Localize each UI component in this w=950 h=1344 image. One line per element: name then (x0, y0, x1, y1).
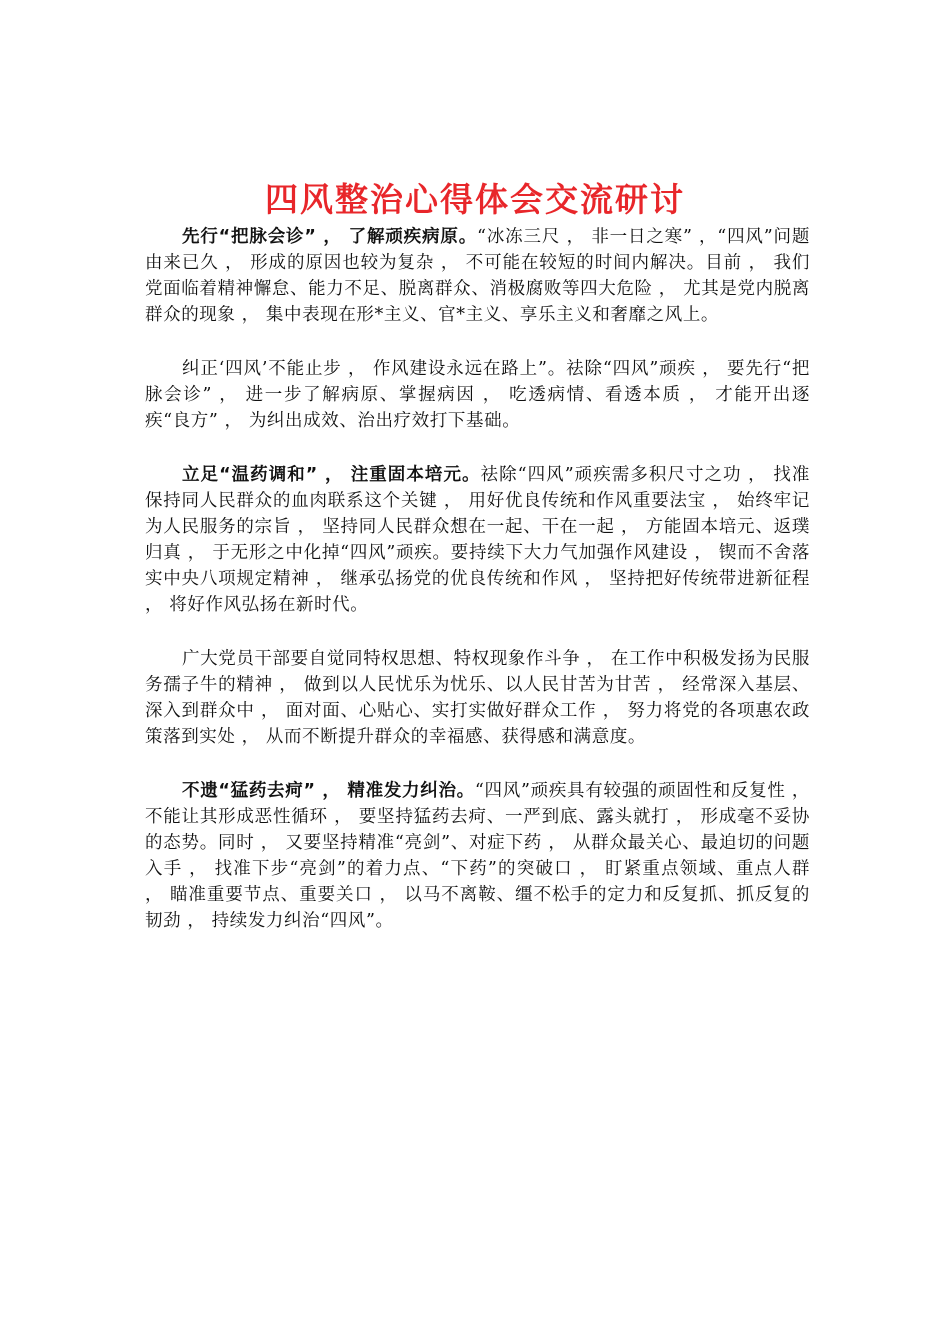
paragraph-5 (145, 778, 810, 934)
paragraph-2 (145, 356, 810, 434)
paragraph-1-lead: 先行“把脉会诊” ， 了解顽疾病原。 (182, 227, 478, 247)
document-body (145, 224, 810, 962)
paragraph-1-text: “冰冻三尺 ， 非一日之寒” ，“四风”问题由来已久 ， 形成的原因也较为复杂 ， 不可能在较短的时间内解决。目前 ， 我们党面临着精神懈怠、能力不足、脱离群众、消极腐败等四大危险 ， 尤其是党内脱离群众的现象 ， 集中表现在形*主义、官*主义、享乐主义和奢靡之风上。 (145, 227, 810, 325)
paragraph-3 (145, 462, 810, 618)
paragraph-5-lead: 不遗“猛药去疴” ， 精准发力纠治。 (182, 781, 475, 801)
paragraph-3-lead: 立足“温药调和” ， 注重固本培元。 (182, 465, 481, 485)
paragraph-2-text: 纠正‘四风’不能止步 ， 作风建设永远在路上”。祛除“四风”顽疾 ， 要先行“把脉会诊” ， 进一步了解病原、掌握病因 ， 吃透病情、看透本质 ， 才能开出逐疾“良方” ， 为纠出成效、治出疗效打下基础。 (145, 359, 810, 431)
paragraph-4-text: 广大党员干部要自觉同特权思想、特权现象作斗争 ， 在工作中积极发扬为民服务孺子牛的精神 ， 做到以人民忧乐为忧乐、以人民甘苦为甘苦 ， 经常深入基层、深入到群众中 ， 面对面、心贴心、实打实做好群众工作 ， 努力将党的各项惠农政策落到实处 ， 从而不断提升群众的幸福感、获得感和满意度。 (145, 649, 810, 747)
document-title: 四风整治心得体会交流研讨 (265, 180, 685, 220)
paragraph-3-text: 祛除“四风”顽疾需多积尺寸之功 ， 找准保持同人民群众的血肉联系这个关键 ， 用好优良传统和作风重要法宝 ， 始终牢记为人民服务的宗旨 ， 坚持同人民群众想在一起、干在一起 ， 方能固本培元、返璞归真 ， 于无形之中化掉“四风”顽疾。要持续下大力气加强作风建设 ， 锲而不舍落实中央八项规定精神 ， 继承弘扬党的优良传统和作风 ， 坚持把好传统带进新征程 ， 将好作风弘扬在新时代。 (145, 465, 810, 615)
paragraph-5-text: “四风”顽疾具有较强的顽固性和反复性 ， 不能让其形成恶性循环 ， 要坚持猛药去疴、一严到底、露头就打 ， 形成毫不妥协的态势。同时 ， 又要坚持精准“亮剑”、对症下药 ， 从群众最关心、最迫切的问题入手 ， 找准下步“亮剑”的着力点、“下药”的突破口 ， 盯紧重点领域、重点人群 ， 瞄准重要节点、重要关口 ， 以马不离鞍、缰不松手的定力和反复抓、抓反复的韧劲 ， 持续发力纠治“四风”。 (145, 781, 810, 931)
paragraph-4 (145, 646, 810, 750)
paragraph-1 (145, 224, 810, 328)
